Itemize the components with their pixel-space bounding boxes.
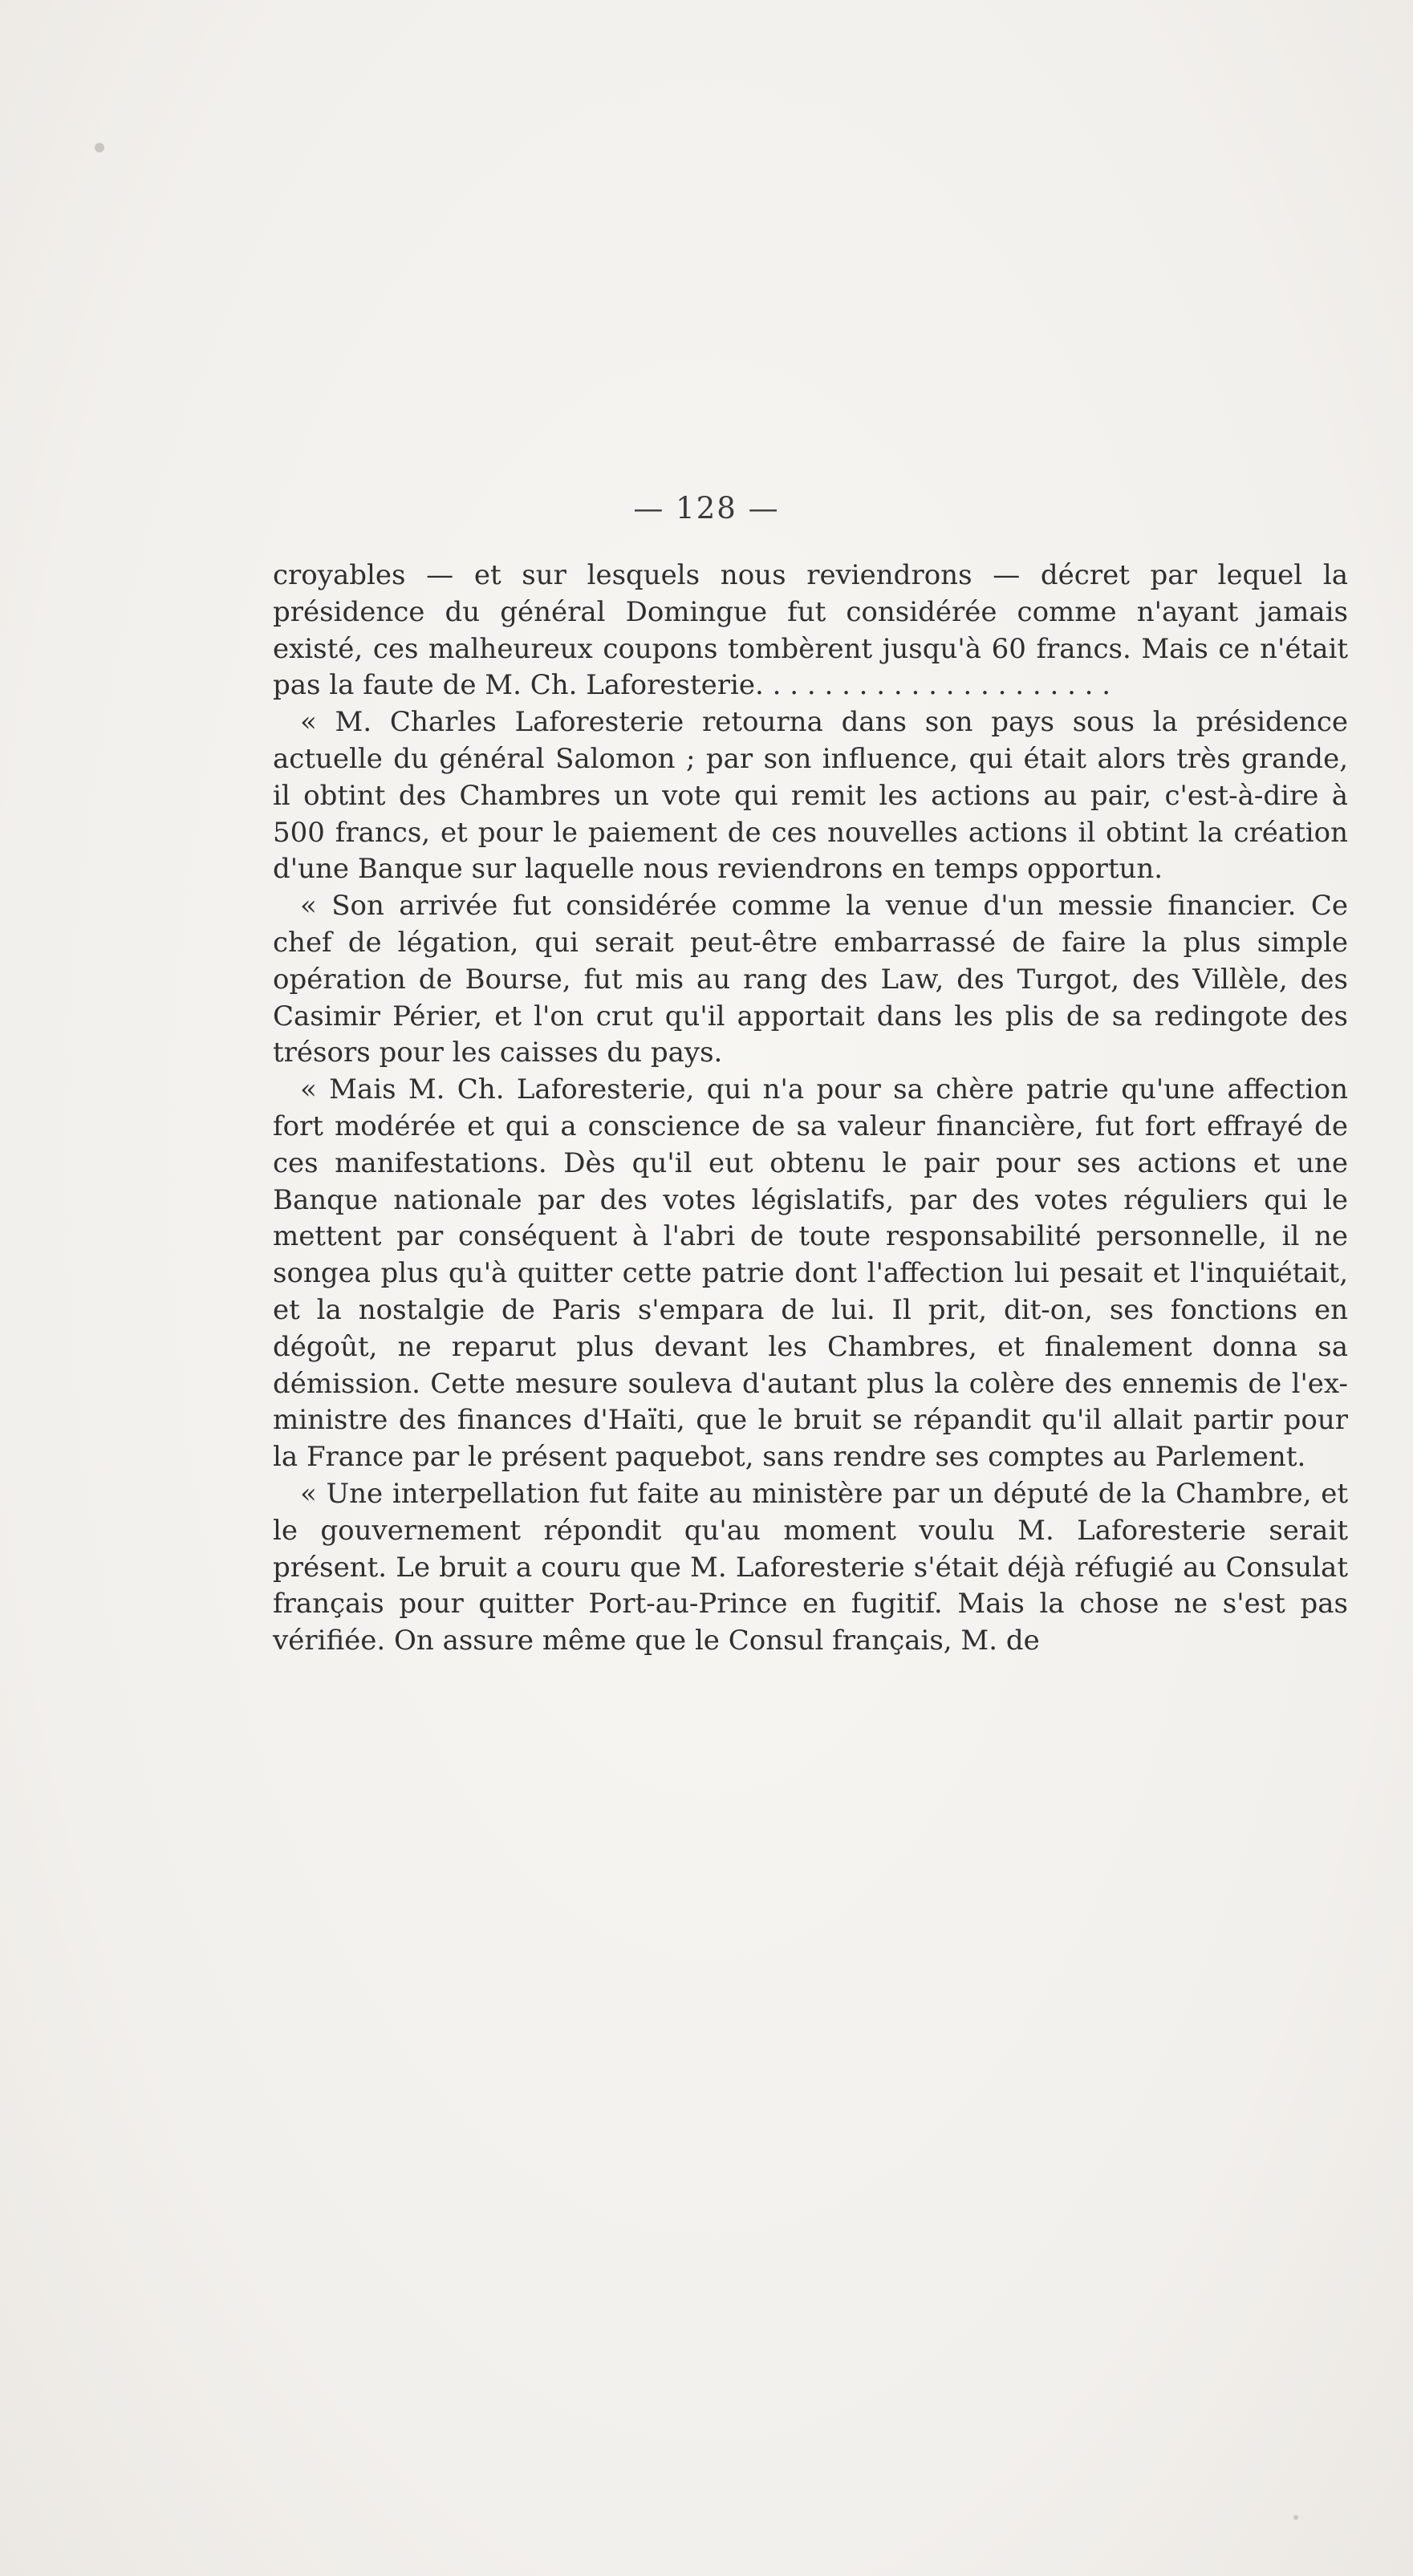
paper-speck (95, 143, 104, 152)
page-number: — 128 — (633, 491, 780, 525)
paragraph: croyables — et sur lesquels nous reviendrons — décret par lequel la présidence du général Domingue fut considérée comme n'ayant jamais existé, ces malheureux coupons tombèrent jusqu'à 60 francs. Mais ce n'était pas la faute de M. Ch. Laforesterie. . . . . . . . . . . . . . . . . . . . . (273, 559, 1348, 702)
paragraph: « M. Charles Laforesterie retourna dans son pays sous la présidence actuelle du général Salomon ; par son influence, qui était alors très grande, il obtint des Chambres un vote qui remit les actions au pair, c'est-à-dire à 500 francs, et pour le paiement de ces nouvelles actions il obtint la création d'une Banque sur laquelle nous reviendrons en temps opportun. (273, 706, 1348, 886)
paragraph: « Une interpellation fut faite au ministère par un député de la Chambre, et le gouvernement répondit qu'au moment voulu M. Laforesterie serait présent. Le bruit a couru que M. Laforesterie s'était déjà réfugié au Consulat français pour quitter Port-au-Prince en fugitif. Mais la chose ne s'est pas vérifiée. On assure même que le Consul français, M. de (273, 1477, 1348, 1657)
body-text (273, 558, 1348, 1660)
paper-speck (1293, 2515, 1298, 2520)
paragraph: « Son arrivée fut considérée comme la venue d'un messie financier. Ce chef de légation, qui serait peut-être embarrassé de faire la plus simple opération de Bourse, fut mis au rang des Law, des Turgot, des Villèle, des Casimir Périer, et l'on crut qu'il apportait dans les plis de sa redingote des trésors pour les caisses du pays. (273, 890, 1348, 1069)
paragraph: « Mais M. Ch. Laforesterie, qui n'a pour sa chère patrie qu'une affection fort modérée et qui a conscience de sa valeur financière, fut fort effrayé de ces manifestations. Dès qu'il eut obtenu le pair pour ses actions et une Banque nationale par des votes législatifs, par des votes réguliers qui le mettent par conséquent à l'abri de toute responsabilité personnelle, il ne songea plus qu'à quitter cette patrie dont l'affection lui pesait et l'inquiétait, et la nostalgie de Paris s'empara de lui. Il prit, dit-on, ses fonctions en dégoût, ne reparut plus devant les Chambres, et finalement donna sa démission. Cette mesure souleva d'autant plus la colère des ennemis de l'ex-ministre des finances d'Haïti, que le bruit se répandit qu'il allait partir pour la France par le présent paquebot, sans rendre ses comptes au Parlement. (273, 1073, 1348, 1474)
